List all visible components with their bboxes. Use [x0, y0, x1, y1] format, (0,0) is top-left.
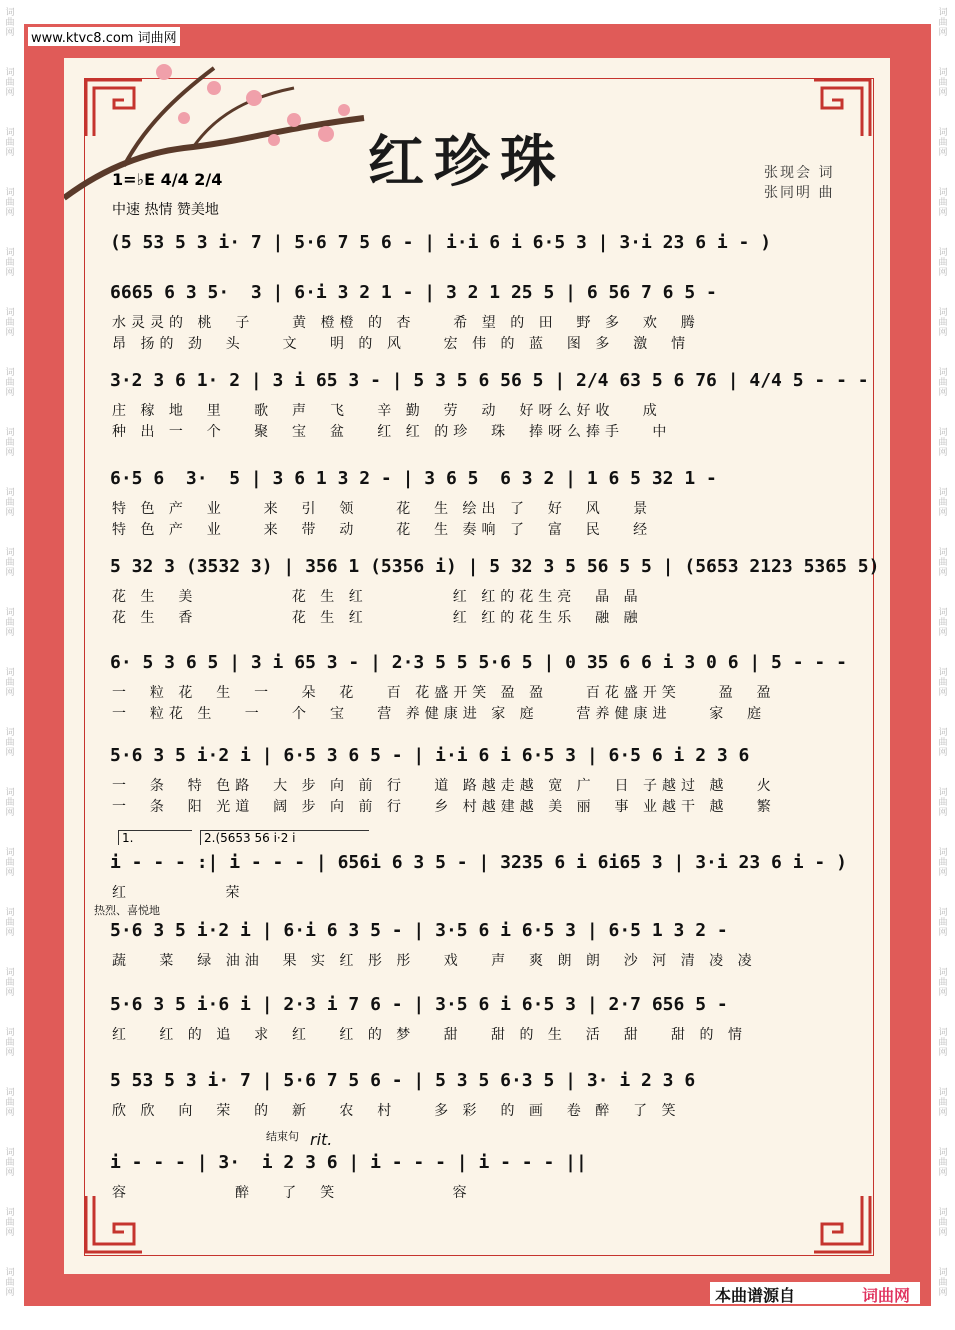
- watermark-text: 词曲网: [938, 1268, 948, 1298]
- notation-line: 6· 5 3 6 5 | 3 i 65 3 - | 2·3 5 5 5·6 5 | 0 35 6 6 i 3 0 6 | 5 - - -: [110, 652, 847, 673]
- watermark-text: 词曲网: [938, 308, 948, 338]
- ending-label: 结束句: [266, 1130, 299, 1143]
- watermark-text: 词曲网: [938, 1208, 948, 1238]
- notation-line: 5 53 5 3 i· 7 | 5·6 7 5 6 - | 5 3 5 6·3 5 | 3· i 2 3 6: [110, 1070, 696, 1091]
- corner-ornament-bottom-right: [812, 1194, 872, 1254]
- watermark-text: 词曲网: [5, 488, 15, 518]
- song-title: 红珍珠: [368, 129, 566, 195]
- watermark-text: 词曲网: [938, 128, 948, 158]
- volta-1: 1.: [118, 830, 192, 845]
- notation-line: 6·5 6 3· 5 | 3 6 1 3 2 - | 3 6 5 6 3 2 | 1 6 5 32 1 -: [110, 468, 717, 489]
- watermark-text: 词曲网: [5, 68, 15, 98]
- lyric-line-2: 一 粒花 生 一 个 宝 营 养健康进 家 庭 营养健康进 家 庭: [112, 706, 767, 722]
- corner-ornament-bottom-left: [84, 1194, 144, 1254]
- volta-2: 2.(5653 56 i·2 i: [200, 830, 369, 845]
- watermark-text: 词曲网: [5, 1208, 15, 1238]
- tempo-marking: 中速 热情 赞美地: [112, 202, 219, 218]
- lyric-line-1: 一 粒 花 生 一 朵 花 百 花盛开笑 盈 盈 百花盛开笑 盈 盈: [112, 685, 776, 701]
- source-label: 本曲谱源自: [715, 1286, 796, 1305]
- lyric-line-1: 红 红 的 追 求 红 红 的 梦 甜 甜 的 生 活 甜 甜 的 情: [112, 1027, 747, 1043]
- watermark-text: 词曲网: [5, 308, 15, 338]
- watermark-text: 词曲网: [938, 968, 948, 998]
- watermark-text: 词曲网: [5, 8, 15, 38]
- notation-line: 5 32 3 (3532 3) | 356 1 (5356 i) | 5 32 3 5 56 5 5 | (5653 2123 5365 5): [110, 556, 880, 577]
- lyric-line-1: 欣 欣 向 荣 的 新 农 村 多 彩 的 画 卷 醉 了 笑: [112, 1103, 681, 1119]
- watermark-text: 词曲网: [938, 668, 948, 698]
- watermark-text: 词曲网: [5, 1268, 15, 1298]
- ritardando-marking: rit.: [310, 1130, 333, 1149]
- site-url: www.ktvc8.com 词曲网: [28, 27, 180, 46]
- lyric-line-1: 水灵灵的 桃 子 黄 橙橙 的 杏 希 望 的 田 野 多 欢 腾: [112, 315, 700, 331]
- right-watermark-strip: [933, 0, 955, 1330]
- watermark-text: 词曲网: [5, 368, 15, 398]
- watermark-text: 词曲网: [5, 1088, 15, 1118]
- notation-line: i - - - | 3· i 2 3 6 | i - - - | i - - - ||: [110, 1152, 587, 1173]
- source-name: 词曲网: [862, 1286, 911, 1305]
- notation-line: (5 53 5 3 i· 7 | 5·6 7 5 6 - | i·i 6 i 6·5 3 | 3·i 23 6 i - ): [110, 232, 772, 253]
- watermark-text: 词曲网: [5, 968, 15, 998]
- watermark-text: 词曲网: [938, 1028, 948, 1058]
- watermark-text: 词曲网: [5, 1148, 15, 1178]
- watermark-text: 词曲网: [938, 908, 948, 938]
- watermark-text: 词曲网: [938, 788, 948, 818]
- watermark-text: 词曲网: [938, 848, 948, 878]
- lyric-line-1: 花 生 美 花 生 红 红 红的花生亮 晶 晶: [112, 589, 643, 605]
- watermark-text: 词曲网: [938, 8, 948, 38]
- watermark-text: 词曲网: [5, 248, 15, 278]
- notation-line: i - - - :| i - - - | 656i 6 3 5 - | 3235 6 i 6i65 3 | 3·i 23 6 i - ): [110, 852, 847, 873]
- watermark-text: 词曲网: [938, 368, 948, 398]
- watermark-text: 词曲网: [938, 188, 948, 218]
- watermark-text: 词曲网: [5, 668, 15, 698]
- source-box: [710, 1282, 920, 1304]
- lyric-line-1: 特 色 产 业 来 引 领 花 生 绘出 了 好 风 景: [112, 501, 653, 517]
- lyric-line-1: 庄 稼 地 里 歌 声 飞 辛 勤 劳 动 好呀么好收 成: [112, 403, 662, 419]
- watermark-text: 词曲网: [5, 1028, 15, 1058]
- watermark-text: 词曲网: [938, 548, 948, 578]
- watermark-text: 词曲网: [938, 608, 948, 638]
- lyric-line-1: 一 条 特 色路 大 步 向 前 行 道 路越走越 宽 广 日 子越过 越 火: [112, 778, 776, 794]
- lyric-line-1: 红 荣: [112, 885, 245, 901]
- watermark-text: 词曲网: [938, 728, 948, 758]
- notation-line: 5·6 3 5 i·2 i | 6·i 6 3 5 - | 3·5 6 i 6·5 3 | 6·5 1 3 2 -: [110, 920, 728, 941]
- watermark-text: 词曲网: [938, 68, 948, 98]
- lyric-line-2: 一 条 阳 光道 阔 步 向 前 行 乡 村越建越 美 丽 事 业越干 越 繁: [112, 799, 776, 815]
- lyric-line-1: 蔬 菜 绿 油油 果 实 红 彤 彤 戏 声 爽 朗 朗 沙 河 清 凌 凌: [112, 953, 757, 969]
- watermark-text: 词曲网: [938, 1088, 948, 1118]
- watermark-text: 词曲网: [5, 188, 15, 218]
- left-watermark-strip: [0, 0, 22, 1330]
- notation-line: 3·2 3 6 1· 2 | 3 i 65 3 - | 5 3 5 6 56 5 | 2/4 63 5 6 76 | 4/4 5 - - -: [110, 370, 869, 391]
- lyric-line-2: 特 色 产 业 来 带 动 花 生 奏响 了 富 民 经: [112, 522, 653, 538]
- watermark-text: 词曲网: [5, 848, 15, 878]
- watermark-text: 词曲网: [938, 428, 948, 458]
- watermark-text: 词曲网: [938, 488, 948, 518]
- watermark-text: 词曲网: [5, 428, 15, 458]
- expression-marking: 热烈、喜悦地: [94, 904, 160, 917]
- key-signature: 1=♭E 4/4 2/4: [112, 170, 223, 189]
- lyric-line-2: 花 生 香 花 生 红 红 红的花生乐 融 融: [112, 610, 643, 626]
- watermark-text: 词曲网: [5, 788, 15, 818]
- notation-line: 5·6 3 5 i·2 i | 6·5 3 6 5 - | i·i 6 i 6·5 3 | 6·5 6 i 2 3 6: [110, 745, 750, 766]
- watermark-text: 词曲网: [5, 728, 15, 758]
- watermark-text: 词曲网: [5, 128, 15, 158]
- watermark-text: 词曲网: [5, 608, 15, 638]
- lyric-line-1: 容 醉 了 笑 容: [112, 1185, 472, 1201]
- watermark-text: 词曲网: [938, 248, 948, 278]
- lyric-line-2: 昂 扬的 劲 头 文 明 的 风 宏 伟 的 蓝 图 多 激 情: [112, 336, 691, 352]
- watermark-text: 词曲网: [938, 1148, 948, 1178]
- notation-line: 6665 6 3 5· 3 | 6·i 3 2 1 - | 3 2 1 25 5 | 6 56 7 6 5 -: [110, 282, 717, 303]
- watermark-text: 词曲网: [5, 908, 15, 938]
- lyricist-credit: 张现会 词: [764, 165, 835, 181]
- lyric-line-2: 种 出 一 个 聚 宝 盆 红 红 的珍 珠 捧呀么捧手 中: [112, 424, 672, 440]
- notation-line: 5·6 3 5 i·6 i | 2·3 i 7 6 - | 3·5 6 i 6·5 3 | 2·7 656 5 -: [110, 994, 728, 1015]
- corner-ornament-top-right: [812, 78, 872, 138]
- watermark-text: 词曲网: [5, 548, 15, 578]
- composer-credit: 张同明 曲: [764, 185, 835, 201]
